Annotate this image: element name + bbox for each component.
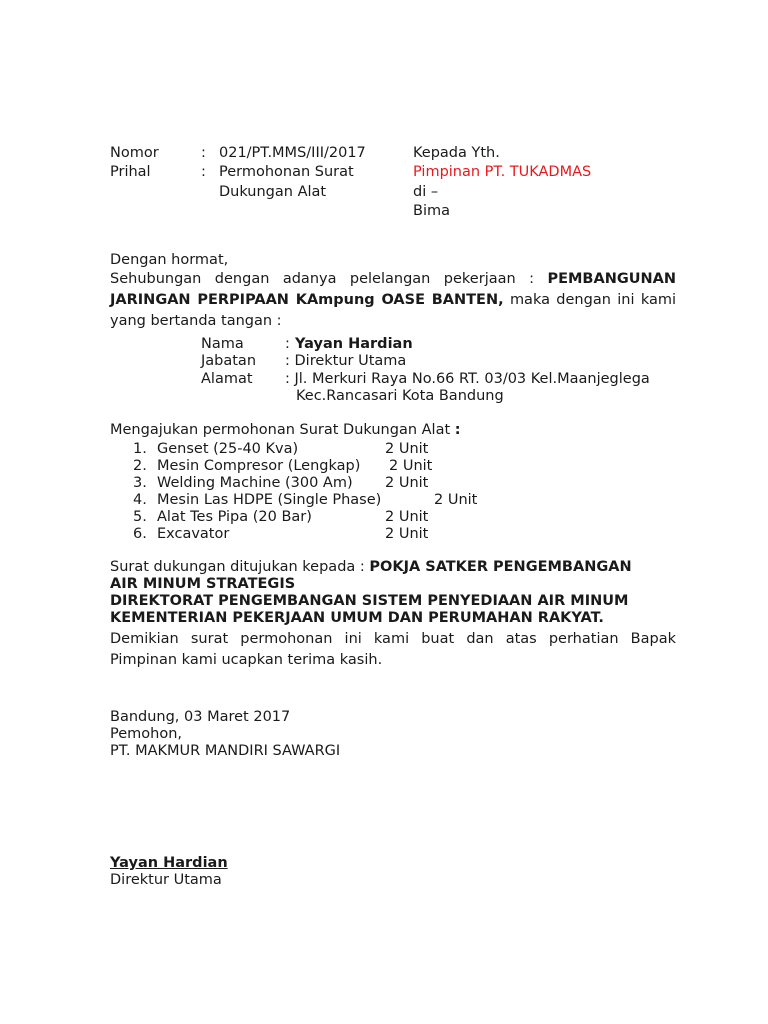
- prihal-value-line2: Dukungan Alat: [219, 184, 327, 200]
- prihal-value-line1: Permohonan Surat: [219, 164, 354, 180]
- item-name: Mesin Las HDPE (Single Phase): [157, 492, 382, 508]
- alamat-value-line2: Kec.Rancasari Kota Bandung: [296, 388, 504, 404]
- item-name: Welding Machine (300 Am): [157, 475, 353, 491]
- item-number: 3.: [133, 475, 147, 491]
- place-date: Bandung, 03 Maret 2017: [110, 709, 291, 725]
- item-name: Excavator: [157, 526, 230, 542]
- kepada-yth: Kepada Yth.: [413, 145, 500, 161]
- item-qty: 2 Unit: [385, 441, 429, 457]
- alamat-label: Alamat: [201, 371, 253, 387]
- nama-colon: :: [285, 336, 290, 352]
- signer-name: Yayan Hardian: [110, 855, 228, 871]
- company-name: PT. MAKMUR MANDIRI SAWARGI: [110, 743, 341, 759]
- intro-text: Sehubungan dengan adanya pelelangan pekerjaan :: [110, 271, 535, 287]
- jabatan-value: : Direktur Utama: [285, 353, 407, 369]
- item-qty: 2 Unit: [385, 526, 429, 542]
- intro-rest: maka dengan ini kami yang bertanda tangan :: [110, 292, 677, 329]
- item-qty: 2 Unit: [385, 509, 429, 525]
- item-qty: 2 Unit: [385, 475, 429, 491]
- prihal-colon: :: [201, 164, 206, 180]
- support-pokja: POKJA SATKER PENGEMBANGAN: [369, 559, 632, 575]
- support-text: Surat dukungan ditujukan kepada :: [110, 559, 365, 575]
- nomor-label: Nomor: [110, 145, 159, 161]
- nama-value: Yayan Hardian: [295, 336, 413, 352]
- nomor-colon: :: [201, 145, 206, 161]
- jabatan-label: Jabatan: [201, 353, 257, 369]
- support-kementerian: KEMENTERIAN PEKERJAAN UMUM DAN PERUMAHAN RAKYAT.: [110, 610, 604, 626]
- request-label: Mengajukan permohonan Surat Dukungan Alat: [110, 422, 451, 438]
- recipient-city: Bima: [413, 203, 450, 219]
- item-qty: 2 Unit: [389, 458, 433, 474]
- recipient-name: Pimpinan PT. TUKADMAS: [413, 164, 592, 180]
- nomor-value: 021/PT.MMS/III/2017: [219, 145, 366, 161]
- item-name: Mesin Compresor (Lengkap): [157, 458, 361, 474]
- item-number: 6.: [133, 526, 147, 542]
- item-name: Genset (25-40 Kva): [157, 441, 299, 457]
- request-colon: :: [454, 422, 461, 438]
- intro-paragraph: [110, 269, 676, 332]
- request-text: [110, 421, 461, 440]
- support-direktorat: DIREKTORAT PENGEMBANGAN SISTEM PENYEDIAAN AIR MINUM: [110, 593, 629, 609]
- prihal-label: Prihal: [110, 164, 151, 180]
- closing-paragraph: Demikian surat permohonan ini kami buat dan atas perhatian Bapak Pimpinan kami ucapkan terima kasih.: [110, 631, 676, 668]
- pemohon-label: Pemohon,: [110, 726, 183, 742]
- project-name: PEMBANGUNAN JARINGAN PERPIPAAN KAmpung OASE BANTEN,: [110, 271, 676, 308]
- nama-label: Nama: [201, 336, 244, 352]
- di-label: di –: [413, 184, 439, 200]
- signer-title: Direktur Utama: [110, 872, 222, 888]
- item-number: 1.: [133, 441, 147, 457]
- item-qty: 2 Unit: [434, 492, 478, 508]
- item-name: Alat Tes Pipa (20 Bar): [157, 509, 312, 525]
- item-number: 4.: [133, 492, 147, 508]
- item-number: 2.: [133, 458, 147, 474]
- support-air-minum: AIR MINUM STRATEGIS: [110, 576, 296, 592]
- item-number: 5.: [133, 509, 147, 525]
- greeting: Dengan hormat,: [110, 252, 229, 268]
- alamat-value-line1: : Jl. Merkuri Raya No.66 RT. 03/03 Kel.Maanjeglega: [285, 371, 650, 387]
